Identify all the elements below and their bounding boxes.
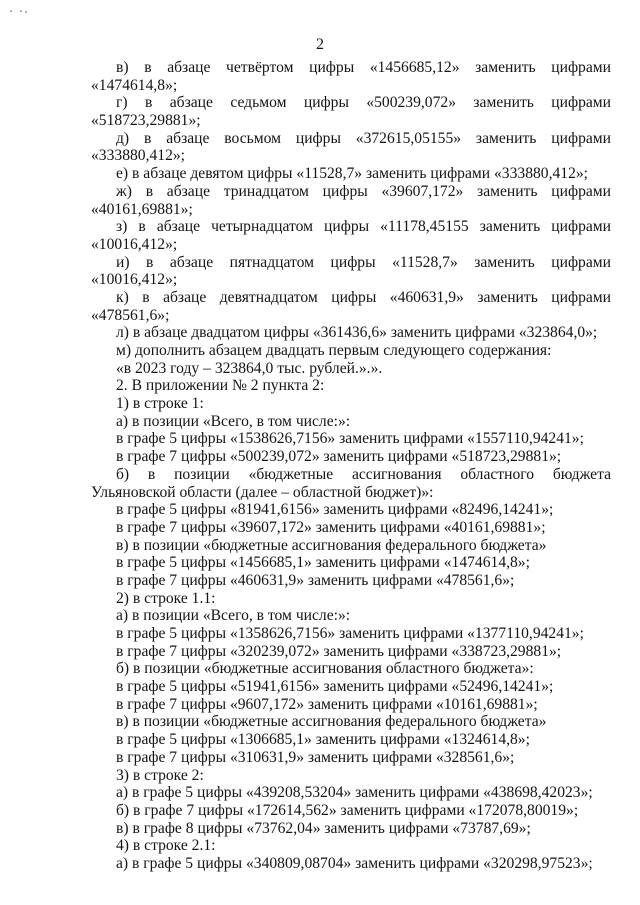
scan-speck xyxy=(10,10,12,12)
text-line: ж) в абзаце тринадцатом цифры «39607,172» заменить цифрами xyxy=(116,182,611,200)
text-line: г) в абзаце седьмом цифры «500239,072» заменить цифрами xyxy=(116,94,611,112)
text-line: в графе 7 цифры «39607,172» заменить цифрами «40161,69881»; xyxy=(116,518,546,536)
text-line: 3) в строке 2: xyxy=(116,766,204,784)
text-line: 2) в строке 1.1: xyxy=(116,589,216,607)
text-line: в графе 7 цифры «460631,9» заменить цифрами «478561,6»; xyxy=(116,571,515,589)
text-line: к) в абзаце девятнадцатом цифры «460631,9» заменить цифрами xyxy=(116,288,611,306)
text-line: а) в графе 5 цифры «439208,53204» заменить цифрами «438698,42023»; xyxy=(116,784,593,802)
text-line: «10016,412»; xyxy=(91,235,178,253)
text-line: в) в абзаце четвёртом цифры «1456685,12» заменить цифрами xyxy=(116,59,611,76)
text-line: б) в графе 7 цифры «172614,562» заменить цифрами «172078,80019»; xyxy=(116,801,579,819)
page-number: 2 xyxy=(316,36,324,53)
text-line: в) в графе 8 цифры «73762,04» заменить цифрами «73787,69»; xyxy=(116,819,531,837)
text-line: 1) в строке 1: xyxy=(116,395,204,413)
text-line: 4) в строке 2.1: xyxy=(116,837,216,855)
text-line: а) в позиции «Всего, в том числе:»: xyxy=(116,607,351,625)
text-line: б) в позиции «бюджетные ассигнования областного бюджета»: xyxy=(116,660,534,678)
text-line: а) в позиции «Всего, в том числе:»: xyxy=(116,412,351,430)
text-line: «333880,412»; xyxy=(91,147,185,165)
text-line: в) в позиции «бюджетные ассигнования федерального бюджета» xyxy=(116,536,547,554)
text-line: б) в позиции «бюджетные ассигнования областного бюджета xyxy=(116,465,611,483)
text-line: е) в абзаце девятом цифры «11528,7» заменить цифрами «333880,412»; xyxy=(116,165,588,183)
text-line: в графе 5 цифры «1306685,1» заменить цифрами «1324614,8»; xyxy=(116,731,530,749)
text-line: д) в абзаце восьмом цифры «372615,05155» заменить цифрами xyxy=(116,129,611,147)
text-line: и) в абзаце пятнадцатом цифры «11528,7» заменить цифрами xyxy=(116,253,611,271)
text-line: з) в абзаце четырнадцатом цифры «11178,45155 заменить цифрами xyxy=(116,218,611,236)
text-line: «в 2023 году – 323864,0 тыс. рублей.».». xyxy=(116,359,383,377)
document-body xyxy=(91,59,611,873)
scan-speck xyxy=(20,10,22,12)
text-line: в графе 5 цифры «81941,6156» заменить цифрами «82496,14241»; xyxy=(116,501,554,519)
text-line: а) в графе 5 цифры «340809,08704» заменить цифрами «320298,97523»; xyxy=(116,854,593,872)
text-line: в графе 5 цифры «51941,6156» заменить цифрами «52496,14241»; xyxy=(116,678,554,696)
text-line: в графе 5 цифры «1358626,7156» заменить цифрами «1377110,94241»; xyxy=(116,625,584,642)
text-line: л) в абзаце двадцатом цифры «361436,6» заменить цифрами «323864,0»; xyxy=(116,324,598,342)
text-line: в графе 5 цифры «1456685,1» заменить цифрами «1474614,8»; xyxy=(116,554,530,572)
text-line: «40161,69881»; xyxy=(91,200,193,218)
text-line: Ульяновской области (далее – областной бюджет)»: xyxy=(91,483,434,501)
text-line: в графе 7 цифры «500239,072» заменить цифрами «518723,29881»; xyxy=(116,448,562,466)
text-line: в графе 5 цифры «1538626,7156» заменить цифрами «1557110,94241»; xyxy=(116,430,584,448)
scan-speck xyxy=(25,11,27,13)
text-line: «10016,412»; xyxy=(91,271,178,289)
text-line: в графе 7 цифры «320239,072» заменить цифрами «338723,29881»; xyxy=(116,642,562,660)
text-line: в графе 7 цифры «9607,172» заменить цифрами «10161,69881»; xyxy=(116,695,538,713)
text-line: в) в позиции «бюджетные ассигнования федерального бюджета» xyxy=(116,713,547,731)
text-line: «1474614,8»; xyxy=(91,76,178,94)
text-line: м) дополнить абзацем двадцать первым следующего содержания: xyxy=(116,342,552,359)
text-line: «478561,6»; xyxy=(91,306,170,324)
text-line: в графе 7 цифры «310631,9» заменить цифрами «328561,6»; xyxy=(116,748,515,766)
text-line: «518723,29881»; xyxy=(91,112,201,130)
text-line: 2. В приложении № 2 пункта 2: xyxy=(116,377,325,395)
